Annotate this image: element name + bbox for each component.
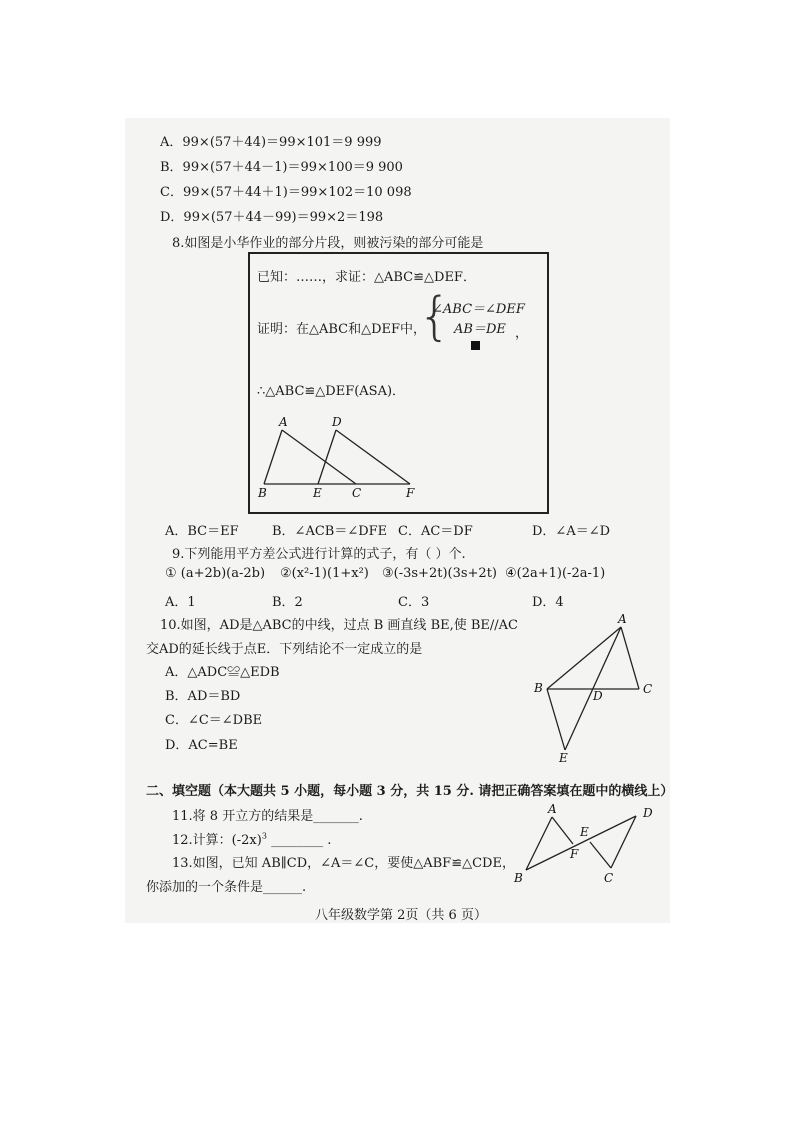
q9-option-a: A．1 (165, 595, 196, 610)
q8-comma: ， (515, 326, 529, 341)
page-footer: 八年级数学第 2页（共 6 页） (315, 908, 487, 923)
q12-text (172, 829, 331, 848)
q8-label-a: A (279, 415, 288, 429)
q9-expr-4: ④(2a+1)(-2a-1) (505, 566, 606, 581)
q9-stem: 9.下列能用平方差公式进行计算的式子，有（ ）个. (172, 547, 466, 562)
q12-expr: 12.计算：(-2x) (172, 833, 262, 848)
q9-option-c: C．3 (398, 595, 430, 610)
q10-option-d: D．AC=BE (165, 738, 238, 753)
q10-label-b: B (534, 681, 543, 695)
q13-label-e: E (580, 825, 589, 839)
q13-line2: 你添加的一个条件是______. (146, 880, 307, 895)
q8-option-d: D．∠A＝∠D (532, 524, 611, 539)
q8-smudge (471, 338, 480, 353)
q8-figure (252, 412, 432, 502)
q8-proof-intro: 证明：在△ABC和△DEF中， (257, 322, 427, 337)
q13-label-a: A (548, 802, 557, 816)
q9-expr-2: ②(x²-1)(1+x²) (280, 566, 369, 581)
q13-label-b: B (514, 871, 523, 885)
q8-option-c: C．AC＝DF (398, 524, 473, 539)
q13-figure (510, 800, 665, 890)
q8-option-a: A．BC＝EF (165, 524, 239, 539)
q8-given: 已知：……，求证：△ABC≌△DEF． (257, 270, 476, 285)
smudge-square-icon (471, 341, 480, 350)
q9-expr-1: ① (a+2b)(a-2b) (165, 566, 266, 581)
q8-label-d: D (332, 415, 342, 429)
q10-label-c: C (643, 682, 653, 696)
q13-label-d: D (643, 806, 653, 820)
q9-option-d: D．4 (532, 595, 564, 610)
q8-label-e: E (313, 486, 322, 500)
q10-option-b: B．AD＝BD (165, 689, 241, 704)
q9-option-b: B．2 (272, 595, 303, 610)
q7-option-b: B．99×(57＋44－1)＝99×100＝9 900 (160, 160, 403, 175)
q7-option-a: A．99×(57＋44)＝99×101＝9 999 (160, 135, 382, 150)
q8-label-b: B (258, 486, 267, 500)
q8-stem: 8.如图是小华作业的部分片段，则被污染的部分可能是 (172, 236, 484, 251)
q10-option-a: A．△ADC≌△EDB (165, 665, 280, 680)
q13-line1: 13.如图，已知 AB∥CD，∠A＝∠C，要使△ABF≌△CDE， (172, 856, 515, 871)
q9-expr-3: ③(-3s+2t)(3s+2t) (382, 566, 497, 581)
q10-stem-line2: 交AD的延长线于点E．下列结论不一定成立的是 (146, 642, 423, 657)
q10-figure (525, 612, 670, 767)
q7-option-d: D．99×(57＋44－99)＝99×2＝198 (160, 210, 384, 225)
q8-label-f: F (406, 486, 415, 500)
q8-conclusion: ∴△ABC≌△DEF(ASA)． (257, 384, 406, 399)
q12-exponent: 3 (261, 831, 267, 841)
q10-option-c: C．∠C＝∠DBE (165, 713, 263, 728)
q8-cond2: AB＝DE (454, 322, 506, 337)
q11-text: 11.将 8 开立方的结果是_______. (172, 809, 363, 824)
q7-option-c: C．99×(57＋44＋1)＝99×102＝10 098 (160, 185, 412, 200)
q13-label-f: F (570, 847, 579, 861)
q8-cond1: ∠ABC＝∠DEF (432, 302, 525, 317)
q10-label-e: E (559, 751, 568, 765)
q8-label-c: C (352, 486, 362, 500)
q8-brace: { (418, 287, 452, 347)
q10-stem-line1: 10.如图，AD是△ABC的中线，过点 B 画直线 BE,使 BE//AC (160, 618, 519, 633)
q13-label-c: C (604, 871, 614, 885)
section2-title: 二、填空题（本大题共 5 小题，每小题 3 分，共 15 分. 请把正确答案填在题中的横线上） (146, 784, 674, 799)
q10-label-d: D (593, 689, 603, 703)
q12-blank: ________ . (271, 833, 332, 848)
q8-option-b: B．∠ACB＝∠DFE (272, 524, 388, 539)
q10-label-a: A (618, 612, 627, 626)
